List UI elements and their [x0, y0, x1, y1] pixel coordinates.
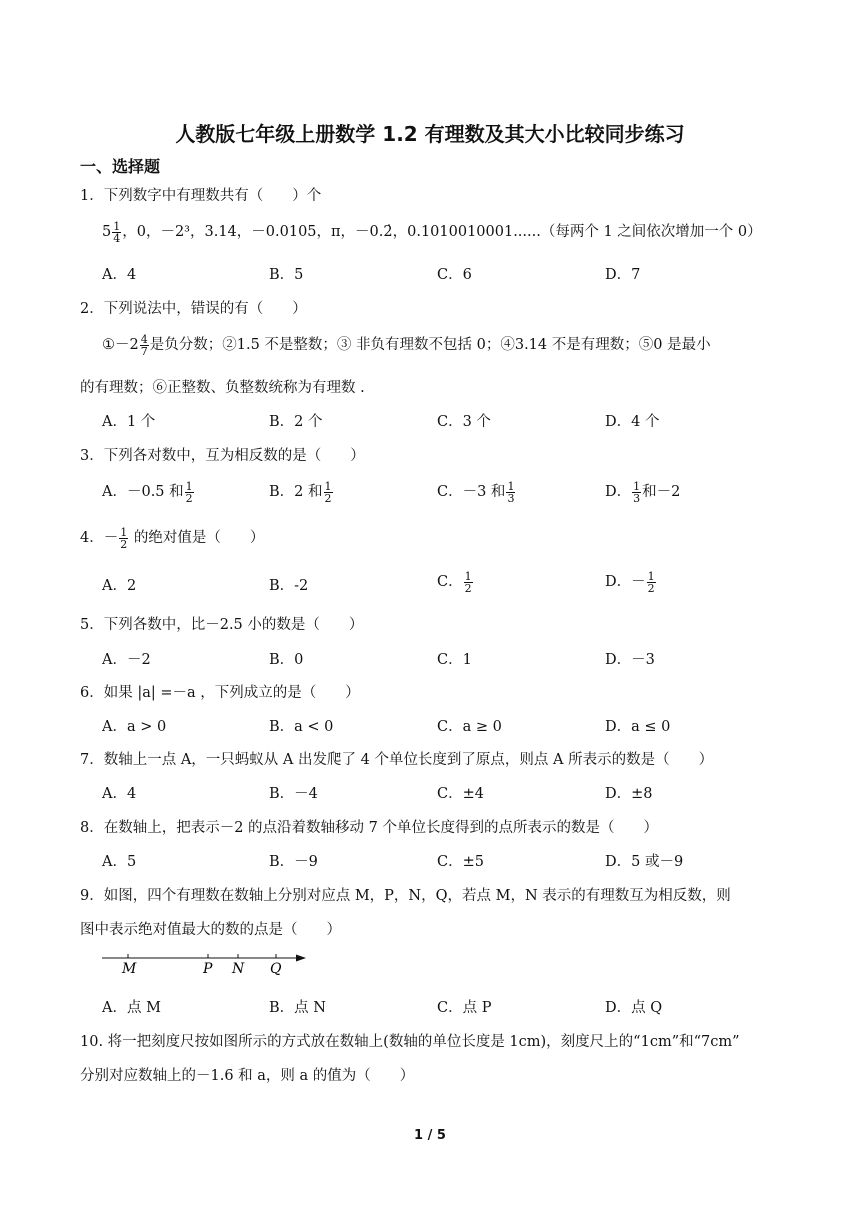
axis-label-m: M [122, 961, 137, 976]
q9-option-c: C．点 P [437, 1000, 492, 1016]
q6-option-a: A．a > 0 [102, 719, 167, 735]
q7-option-b: B．－4 [269, 786, 318, 802]
q7-option-a: A．4 [102, 786, 137, 802]
question-2-line-1-text: 是负分数；②1.5 不是整数；③ 非负有理数不包括 0；④3.14 不是有理数；⑤0 是最小 [149, 337, 711, 353]
q2-option-a: A．1 个 [102, 414, 156, 430]
q9-option-a: A．点 M [102, 1000, 161, 1016]
question-1-stem: 1．下列数字中有理数共有（ ）个 [80, 188, 322, 204]
question-1-note: （每两个 1 之间依次增加一个 0） [540, 224, 762, 240]
question-7-stem: 7．数轴上一点 A，一只蚂蚁从 A 出发爬了 4 个单位长度到了原点，则点 A 所表示的数是（ ） [80, 752, 714, 768]
q8-option-b: B．－9 [269, 854, 318, 870]
question-3-stem: 3．下列各对数中，互为相反数的是（ ） [80, 448, 365, 464]
question-6-stem: 6．如果 |a| =－a ，下列成立的是（ ） [80, 685, 360, 701]
q4-option-a: A．2 [102, 578, 137, 594]
q2-option-d: D．4 个 [605, 414, 660, 430]
q4-option-c: C． $\frac{1}{2}$ [437, 569, 472, 595]
question-2-line-1: ①－2 $\frac{4}{7}$ 是负分数；②1.5 不是整数；③ 非负有理数不包括 0；④3.14 不是有理数；⑤0 是最小 [102, 332, 711, 358]
number-line-figure [100, 948, 310, 976]
q2-option-c: C．3 个 [437, 414, 491, 430]
q4-option-b: B．-2 [269, 578, 309, 594]
q3-option-a: A．－0.5 和 $\frac{1}{2}$ [102, 479, 193, 505]
page-title: 人教版七年级上册数学 1.2 有理数及其大小比较同步练习 [175, 122, 685, 146]
question-10-stem-line-2: 分别对应数轴上的－1.6 和 a，则 a 的值为（ ） [80, 1068, 415, 1084]
question-10-stem-line-1: 10. 将一把刻度尺按如图所示的方式放在数轴上(数轴的单位长度是 1cm)，刻度尺上的“1cm”和“7cm” [80, 1034, 740, 1050]
q9-option-b: B．点 N [269, 1000, 326, 1016]
q4-option-d: D．－ $\frac{1}{2}$ [605, 569, 655, 595]
question-8-stem: 8．在数轴上，把表示－2 的点沿着数轴移动 7 个单位长度得到的点所表示的数是（ ） [80, 820, 658, 836]
q8-option-a: A．5 [102, 854, 137, 870]
question-2-stem: 2．下列说法中，错误的有（ ） [80, 301, 307, 317]
question-1-numbers: 5 $\frac{1}{4}$ ，0，－2³，3.14，－0.0105，π，－0.2̇，0.1010010001......（每两个 1 之间依次增加一个 0） [102, 219, 762, 245]
q9-option-d: D．点 Q [605, 1000, 663, 1016]
question-2-line-2: 的有理数；⑥正整数、负整数统称为有理数 . [80, 380, 365, 396]
q1-option-d: D．7 [605, 267, 641, 283]
q1-option-b: B．5 [269, 267, 304, 283]
axis-label-p: P [203, 961, 213, 976]
number-line-arrow-icon [296, 955, 306, 962]
question-9-stem-line-2: 图中表示绝对值最大的数的点是（ ） [80, 922, 341, 938]
q3-option-b: B．2 和 $\frac{1}{2}$ [269, 479, 332, 505]
q8-option-d: D．5 或－9 [605, 854, 684, 870]
section-heading: 一、选择题 [80, 157, 161, 176]
q7-option-c: C．±4 [437, 786, 484, 802]
question-4-stem: 4．－ $\frac{1}{2}$ 的绝对值是（ ） [80, 525, 265, 551]
q8-option-c: C．±5 [437, 854, 484, 870]
q3-option-c: C．－3 和 $\frac{1}{3}$ [437, 479, 515, 505]
q6-option-d: D．a ≤ 0 [605, 719, 671, 735]
q5-option-b: B．0 [269, 652, 304, 668]
q3-option-d: D． $\frac{1}{3}$ 和－2 [605, 479, 681, 505]
q5-option-a: A．－2 [102, 652, 151, 668]
axis-label-q: Q [270, 961, 282, 976]
question-9-stem-line-1: 9．如图，四个有理数在数轴上分别对应点 M，P，N，Q，若点 M，N 表示的有理数互为相反数，则 [80, 888, 731, 904]
q2-option-b: B．2 个 [269, 414, 323, 430]
q7-option-d: D．±8 [605, 786, 653, 802]
page-number: 1 / 5 [414, 1128, 446, 1143]
question-1-number-list: 0，－2³，3.14，－0.0105，π，－0.2̇，0.1010010001...... [136, 224, 541, 240]
q1-option-c: C．6 [437, 267, 472, 283]
q5-option-c: C．1 [437, 652, 472, 668]
axis-label-n: N [232, 961, 245, 976]
q5-option-d: D．－3 [605, 652, 655, 668]
q1-option-a: A．4 [102, 267, 137, 283]
q6-option-b: B．a < 0 [269, 719, 334, 735]
question-5-stem: 5．下列各数中，比－2.5 小的数是（ ） [80, 617, 364, 633]
q6-option-c: C．a ≥ 0 [437, 719, 502, 735]
